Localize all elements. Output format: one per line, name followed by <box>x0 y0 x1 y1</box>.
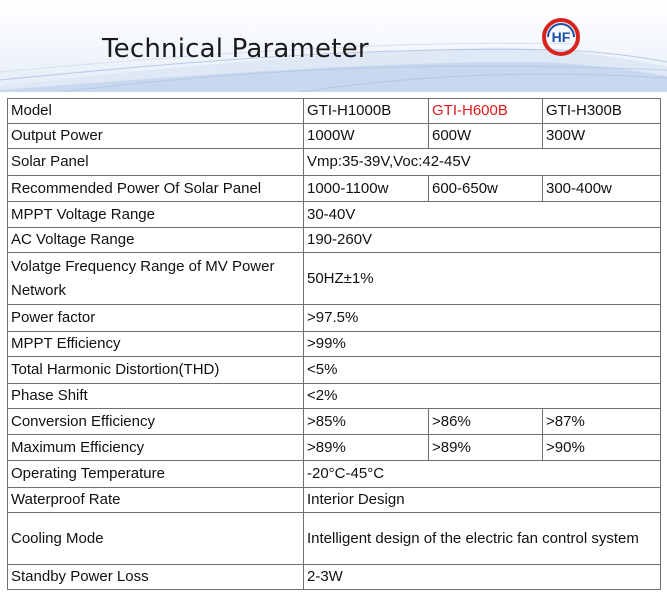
row-value: >89% <box>429 435 543 461</box>
row-value: Vmp:35-39V,Voc:42-45V <box>304 149 661 176</box>
table-row <box>8 305 661 332</box>
table-row <box>8 99 661 124</box>
table-row <box>8 124 661 149</box>
row-label: Waterproof Rate <box>8 488 304 513</box>
table-row <box>8 202 661 228</box>
table-row <box>8 488 661 513</box>
page-title: Technical Parameter <box>102 34 369 64</box>
row-value: 600W <box>429 124 543 149</box>
row-value: >85% <box>304 409 429 435</box>
table-row <box>8 228 661 253</box>
row-label: Standby Power Loss <box>8 565 304 590</box>
row-value: >99% <box>304 332 661 357</box>
table-row <box>8 409 661 435</box>
spec-table <box>7 98 661 590</box>
table-row <box>8 513 661 565</box>
row-value: -20°C-45°C <box>304 461 661 488</box>
table-row <box>8 332 661 357</box>
row-label: Solar Panel <box>8 149 304 176</box>
row-value: >97.5% <box>304 305 661 332</box>
row-value: Interior Design <box>304 488 661 513</box>
row-value: 190-260V <box>304 228 661 253</box>
row-value: <2% <box>304 384 661 409</box>
spec-table-body <box>8 99 661 590</box>
table-row <box>8 253 661 305</box>
header-banner <box>0 0 667 92</box>
row-value: Intelligent design of the electric fan control system <box>304 513 661 565</box>
row-value: 600-650w <box>429 176 543 202</box>
row-label: Volatge Frequency Range of MV Power Network <box>8 253 304 305</box>
table-row <box>8 384 661 409</box>
row-label: Phase Shift <box>8 384 304 409</box>
row-value: >86% <box>429 409 543 435</box>
row-value: >90% <box>543 435 661 461</box>
row-label: Model <box>8 99 304 124</box>
row-value: >89% <box>304 435 429 461</box>
table-row <box>8 435 661 461</box>
row-value: 2-3W <box>304 565 661 590</box>
row-label: Output Power <box>8 124 304 149</box>
row-value: 1000-1100w <box>304 176 429 202</box>
model-cell: GTI-H600B <box>429 99 543 124</box>
table-row <box>8 176 661 202</box>
table-row <box>8 149 661 176</box>
row-label: MPPT Efficiency <box>8 332 304 357</box>
model-cell: GTI-H300B <box>543 99 661 124</box>
row-value: 30-40V <box>304 202 661 228</box>
row-label: Recommended Power Of Solar Panel <box>8 176 304 202</box>
row-label: Power factor <box>8 305 304 332</box>
logo-lettering: HF <box>551 29 571 45</box>
row-value: 50HZ±1% <box>304 253 661 305</box>
row-value: 1000W <box>304 124 429 149</box>
model-cell: GTI-H1000B <box>304 99 429 124</box>
company-logo <box>541 17 581 57</box>
row-label: Conversion Efficiency <box>8 409 304 435</box>
table-row <box>8 357 661 384</box>
table-row <box>8 565 661 590</box>
row-label: Total Harmonic Distortion(THD) <box>8 357 304 384</box>
row-value: <5% <box>304 357 661 384</box>
table-row <box>8 461 661 488</box>
row-label: MPPT Voltage Range <box>8 202 304 228</box>
row-label: AC Voltage Range <box>8 228 304 253</box>
row-label: Operating Temperature <box>8 461 304 488</box>
row-label: Cooling Mode <box>8 513 304 565</box>
row-value: 300W <box>543 124 661 149</box>
row-value: 300-400w <box>543 176 661 202</box>
row-label: Maximum Efficiency <box>8 435 304 461</box>
row-value: >87% <box>543 409 661 435</box>
